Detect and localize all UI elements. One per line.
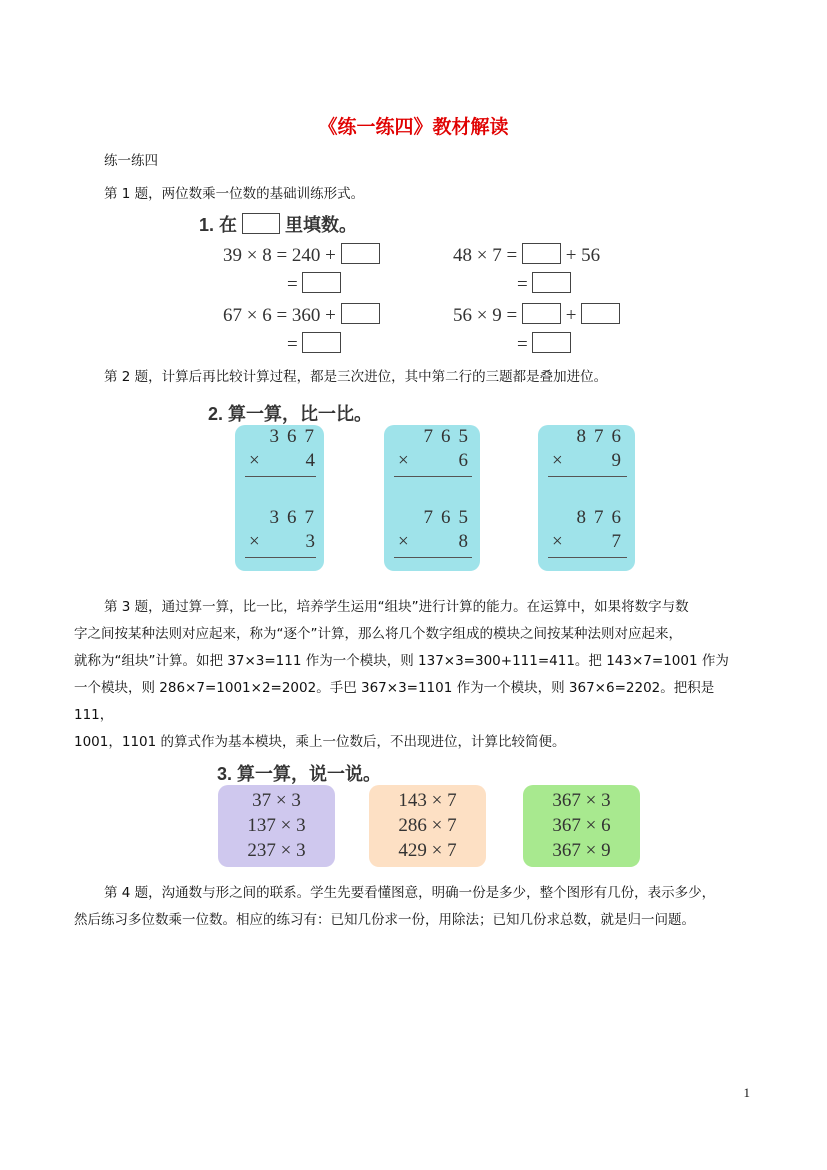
calculation-card-1 (235, 425, 324, 571)
equation-c-text: 67 × 6 = 360 + (223, 305, 336, 326)
multiplier-row (398, 531, 468, 553)
multiplier: × 9 (552, 450, 621, 471)
answer-box (581, 303, 620, 324)
multiplier: × 4 (249, 450, 315, 471)
divider-line (394, 476, 472, 477)
page-title: 《练一练四》教材解读 (318, 116, 509, 138)
multiplicand: 765 (423, 507, 476, 528)
expression: 286 × 7 (398, 815, 457, 836)
multiplier-row (552, 531, 621, 553)
multiplicand: 876 (576, 507, 629, 528)
multiplier: × 3 (249, 531, 315, 552)
equation-d (453, 303, 620, 327)
question-1-description: 第 1 题，两位数乘一位数的基础训练形式。 (104, 186, 365, 202)
paragraph-line: 第 4 题，沟通数与形之间的联系。学生先要看懂图意，明确一份是多少，整个图形有几份，表示多少， (104, 885, 716, 901)
equation-b-tail: + 56 (565, 245, 601, 266)
divider-line (548, 557, 627, 558)
paragraph-line: 字之间按某种法则对应起来，称为“逐个”计算，那么将几个数字组成的模块之间按某种法则对应起来， (74, 626, 682, 642)
paragraph-line: 1001，1101 的算式作为基本模块，乘上一位数后，不出现进位，计算比较简便。 (74, 734, 566, 750)
multiplication-group-1 (218, 785, 335, 867)
multiplier-row (552, 450, 621, 472)
equation-a-text: 39 × 8 = 240 + (223, 245, 336, 266)
plus-sign: + (565, 305, 577, 326)
multiplicand: 876 (576, 426, 629, 447)
multiplication-group-3 (523, 785, 640, 867)
divider-line (245, 557, 316, 558)
page-number: 1 (743, 1085, 750, 1100)
answer-box (341, 243, 380, 264)
equals-sign: = (517, 274, 528, 295)
multiplier-row (398, 450, 468, 472)
equation-b-text: 48 × 7 = (453, 245, 518, 266)
divider-line (394, 557, 472, 558)
answer-box (532, 272, 571, 293)
equation-a-result (287, 272, 341, 296)
equation-d-text: 56 × 9 = (453, 305, 518, 326)
answer-box (522, 303, 561, 324)
multiplication-group-2 (369, 785, 486, 867)
exercise-3-label: 3. 算一算，说一说。 (217, 764, 382, 784)
exercise-1-label-end: 里填数。 (285, 215, 358, 235)
answer-box (341, 303, 380, 324)
question-3-description (74, 594, 744, 756)
expression: 237 × 3 (247, 840, 306, 861)
paragraph-line: 然后练习多位数乘一位数。相应的练习有：已知几份求一份，用除法；已知几份求总数，就是归一问题。 (74, 912, 695, 928)
equals-sign: = (287, 334, 298, 355)
expression: 367 × 6 (552, 815, 611, 836)
paragraph-line: 就称为“组块”计算。如把 37×3=111 作为一个模块，则 137×3=300+111=411。把 143×7=1001 作为 (74, 653, 729, 669)
multiplier-row (249, 450, 315, 472)
multiplier-row (249, 531, 315, 553)
divider-line (245, 476, 316, 477)
answer-box (242, 213, 280, 234)
multiplicand: 367 (269, 426, 322, 447)
multiplier: × 8 (398, 531, 468, 552)
paragraph-line: 一个模块，则 286×7=1001×2=2002。手巴 367×3=1101 作为一个模块，则 367×6=2202。把积是 111， (74, 680, 715, 723)
calculation-card-3 (538, 425, 635, 571)
multiplier: × 7 (552, 531, 621, 552)
multiplicand: 367 (269, 507, 322, 528)
exercise-1-label (199, 211, 357, 237)
multiplier: × 6 (398, 450, 468, 471)
equation-b (453, 243, 600, 267)
answer-box (302, 332, 341, 353)
section-heading: 练一练四 (104, 153, 158, 169)
answer-box (522, 243, 561, 264)
expression: 137 × 3 (247, 815, 306, 836)
equation-d-result (517, 332, 571, 356)
answer-box (302, 272, 341, 293)
expression: 429 × 7 (398, 840, 457, 861)
equation-a (223, 243, 380, 267)
exercise-1-label-start: 1. 在 (199, 215, 238, 235)
question-4-description (74, 880, 764, 934)
question-2-description: 第 2 题，计算后再比较计算过程，都是三次进位，其中第二行的三题都是叠加进位。 (104, 369, 608, 385)
equals-sign: = (517, 334, 528, 355)
equation-c (223, 303, 380, 327)
paragraph-line: 第 3 题，通过算一算，比一比，培养学生运用“组块”进行计算的能力。在运算中，如果将数字与数 (104, 599, 689, 615)
exercise-1 (195, 205, 645, 355)
multiplicand: 765 (423, 426, 476, 447)
equation-c-result (287, 332, 341, 356)
expression: 367 × 3 (552, 790, 611, 811)
equation-b-result (517, 272, 571, 296)
exercise-2-label: 2. 算一算，比一比。 (208, 404, 373, 424)
expression: 37 × 3 (252, 790, 301, 811)
calculation-card-2 (384, 425, 480, 571)
expression: 143 × 7 (398, 790, 457, 811)
equals-sign: = (287, 274, 298, 295)
answer-box (532, 332, 571, 353)
divider-line (548, 476, 627, 477)
expression: 367 × 9 (552, 840, 611, 861)
